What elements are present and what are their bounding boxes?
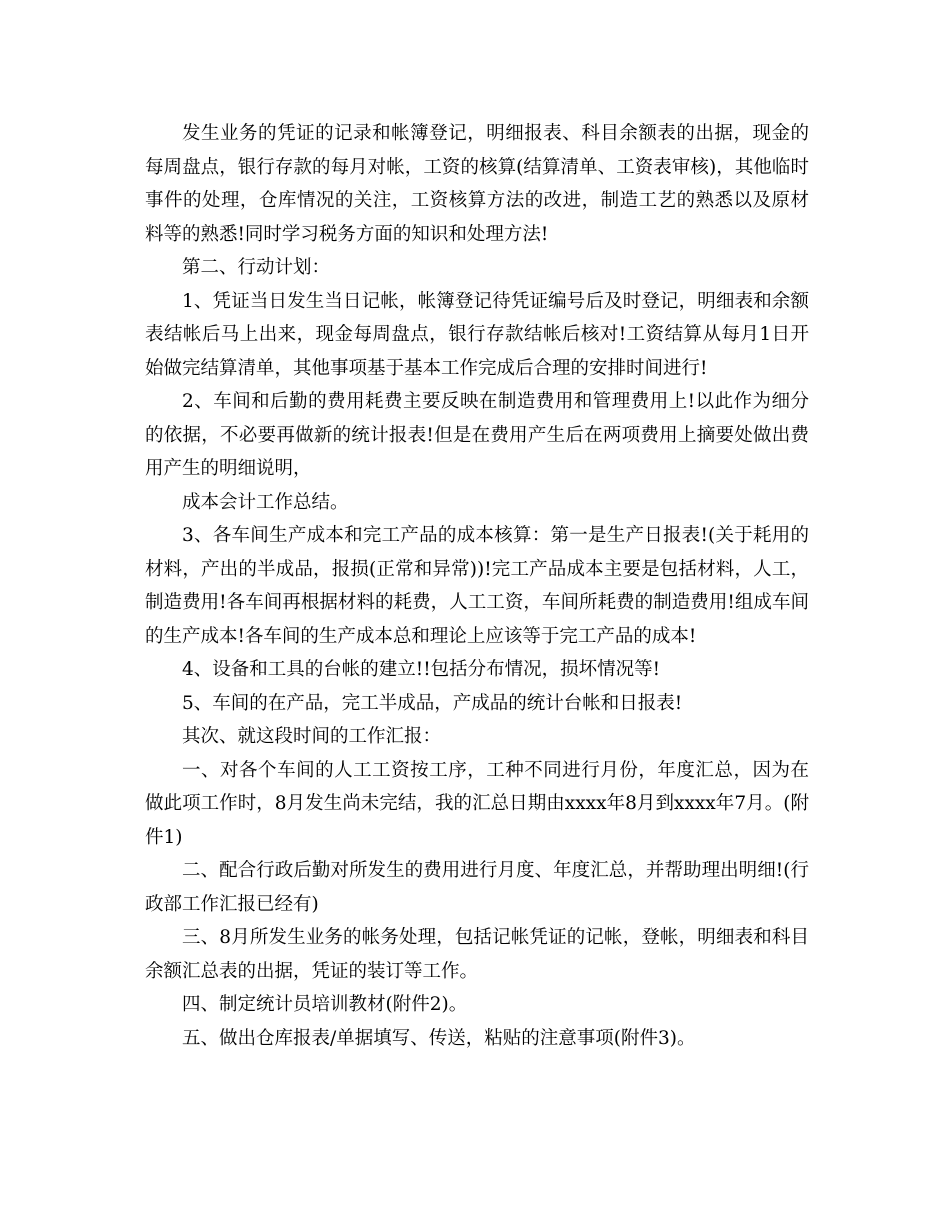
paragraph-plan-item-4: 4、设备和工具的台帐的建立!!包括分布情况，损坏情况等! (182, 659, 661, 680)
paragraph-report-item-5: 五、做出仓库报表/单据填写、传送，粘贴的注意事项(附件3)。 (182, 1027, 696, 1049)
paragraph-report-item-4: 四、制定统计员培训教材(附件2)。 (182, 994, 468, 1015)
paragraph-plan-item-5: 5、车间的在产品，完工半成品，产成品的统计台帐和日报表! (182, 692, 683, 714)
paragraph-summary-note: 成本会计工作总结。 (182, 491, 349, 513)
paragraph-report-item-2: 二、配合行政后勤对所发生的费用进行月度、年度汇总，并帮助理出明细!(行政部工作汇报已经有) (145, 860, 809, 915)
paragraph-plan-item-2: 2、车间和后勤的费用耗费主要反映在制造费用和管理费用上!以此作为细分的依据，不必要再做新的统计报表!但是在费用产生后在两项费用上摘要处做出费用产生的明细说明， (145, 391, 809, 479)
paragraph-report-item-3: 三、8月所发生业务的帐务处理，包括记帐凭证的记帐，登帐，明细表和科目余额汇总表的出据，凭证的装订等工作。 (145, 927, 809, 982)
paragraph-plan-item-3: 3、各车间生产成本和完工产品的成本核算：第一是生产日报表!(关于耗用的材料，产出的半成品，报损(正常和异常))!完工产品成本主要是包括材料，人工，制造费用!各车间再根据材料的耗费，人工工资，车间所耗费的制造费用!组成车间的生产成本!各车间的生产成本总和理论上应该等于完工产品的成本! (145, 525, 809, 647)
paragraph-report-item-1: 一、对各个车间的人工工资按工序，工种不同进行月份，年度汇总，因为在做此项工作时，8月发生尚未完结，我的汇总日期由xxxx年8月到xxxx年7月。(附件1) (145, 759, 809, 848)
paragraph-heading-report: 其次、就这段时间的工作汇报： (182, 726, 442, 747)
paragraph-work-scope: 发生业务的凭证的记录和帐簿登记，明细报表、科目余额表的出据，现金的每周盘点，银行存款的每月对帐，工资的核算(结算清单、工资表审核)，其他临时事件的处理，仓库情况的关注，工资核算方法的改进，制造工艺的熟悉以及原材料等的熟悉!同时学习税务方面的知识和处理方法! (145, 123, 809, 245)
document-body (145, 117, 809, 1055)
paragraph-heading-action-plan: 第二、行动计划： (182, 257, 331, 278)
paragraph-plan-item-1: 1、凭证当日发生当日记帐，帐簿登记待凭证编号后及时登记，明细表和余额表结帐后马上出来，现金每周盘点，银行存款结帐后核对!工资结算从每月1日开始做完结算清单，其他事项基于基本工作完成后合理的安排时间进行! (145, 290, 809, 379)
